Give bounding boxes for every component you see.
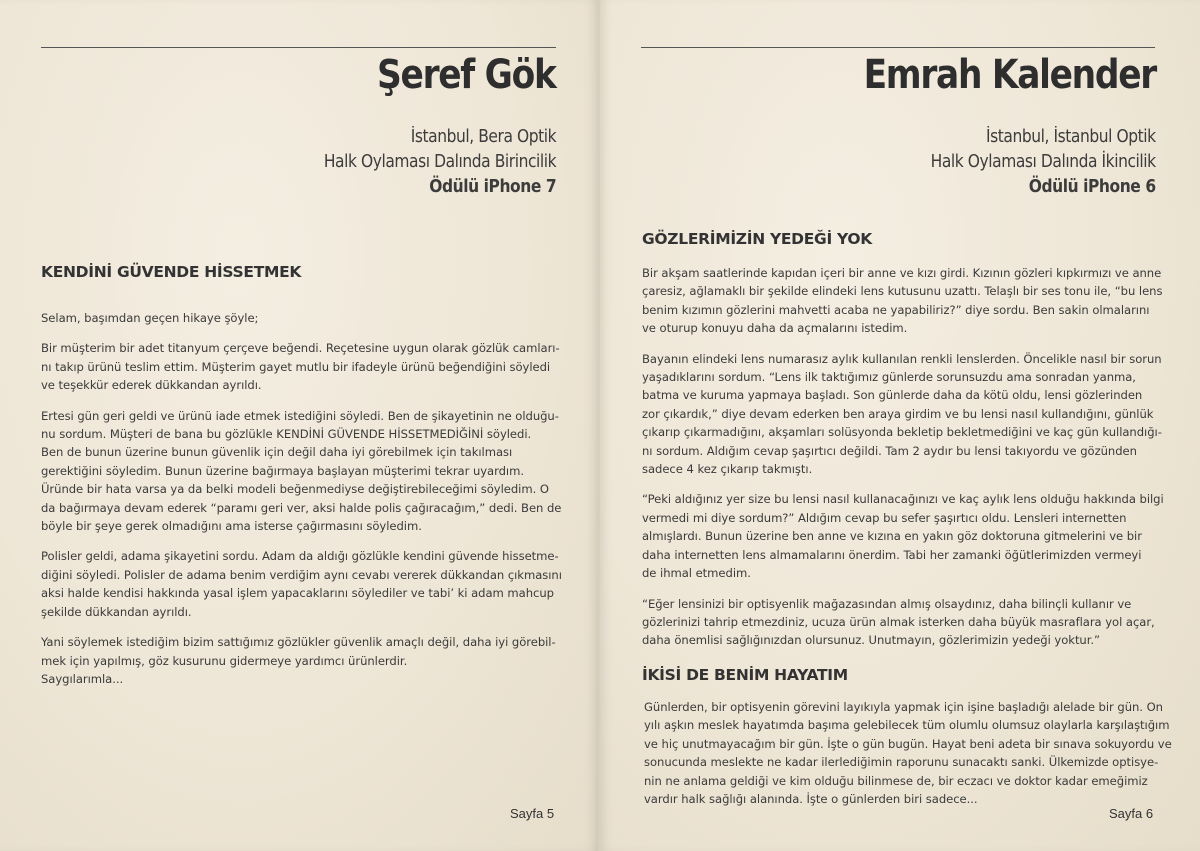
paragraph — [642, 350, 1167, 479]
section-heading: KENDİNİ GÜVENDE HİSSETMEK — [41, 263, 302, 281]
award-prize: Ödülü iPhone 6 — [1029, 176, 1156, 197]
article-body — [644, 698, 1172, 820]
page-right — [600, 0, 1200, 851]
paragraph — [41, 339, 561, 394]
text-line: sonucunda meslekte ne kadar ilerlediğimin raporunu sunacaktı sanki. Ülkemizde optisye- — [644, 755, 1159, 770]
text-line: yaşadıklarını sordum. “Lens ilk taktığımız günlerde sorunsuzdu ama sonradan yanma, — [642, 370, 1136, 385]
page-number: Sayfa 6 — [1109, 806, 1154, 821]
text-line: vermedi mi diye sordum?” Aldığım cevap bu sefer şaşırtıcı oldu. Lensleri internetten — [642, 510, 1127, 525]
author-location: İstanbul, Bera Optik — [410, 126, 556, 147]
paragraph — [41, 633, 561, 688]
text-line: böyle bir şeye gerek olmadığını ama isterse çağırmasını söyledim. — [41, 519, 422, 534]
paragraph — [644, 698, 1172, 808]
section-heading: İKİSİ DE BENİM HAYATIM — [642, 666, 848, 684]
text-line: nu sordum. Müşteri de bana bu gözlükle KENDİNİ GÜVENDE HİSSETMEDİĞİNİ söyledi. — [41, 427, 532, 442]
article-body — [642, 264, 1167, 662]
text-line: şekilde dükkandan ayrıldı. — [41, 604, 192, 619]
author-name: Şeref Gök — [377, 52, 556, 98]
text-line: Polisler geldi, adama şikayetini sordu. Adam da aldığı gözlükle kendini güvende hissetme- — [41, 549, 559, 564]
paragraph — [642, 490, 1167, 582]
text-line: Ertesi gün geri geldi ve ürünü iade etmek istediğini söyledi. Ben de şikayetinin ne olduğu- — [41, 408, 559, 423]
text-line: yılı aşkın meslek hayatımda başıma gelebilecek tüm olumlu olumsuz olaylarla karşılaştığım — [644, 718, 1170, 733]
paragraph — [41, 547, 561, 621]
text-line: almışlardı. Bunun üzerine ben anne ve kızına en yakın göz doktoruna gitmelerini ve bir — [642, 529, 1142, 544]
author-location: İstanbul, İstanbul Optik — [986, 126, 1156, 147]
text-line: ve oturup konuyu daha da açmalarını istedim. — [642, 321, 908, 336]
award-prize: Ödülü iPhone 7 — [429, 176, 556, 197]
text-line: daha internetten lens almamalarını önerdim. Tabi her zamanki öğütlerimizden vermeyi — [642, 547, 1142, 562]
text-line: ve teşekkür ederek dükkandan ayrıldı. — [41, 378, 262, 393]
text-line: Bir akşam saatlerinde kapıdan içeri bir anne ve kızı girdi. Kızının gözleri kıpkırmızı ve anne — [642, 266, 1162, 280]
text-line: de ihmal etmedim. — [642, 566, 751, 581]
author-name: Emrah Kalender — [863, 52, 1156, 98]
paragraph — [41, 309, 561, 327]
text-line: Ben de bunun üzerine bunun güvenlik için değil daha iyi görebilmek için takılması — [41, 445, 513, 460]
text-line: da bağırmaya devam ederek “paramı geri ver, aksi halde polis çağıracağım,” dedi. Ben de — [41, 500, 562, 515]
paragraph — [41, 407, 561, 536]
text-line: benim kızımın gözlerini mahvetti acaba ne yapabiliriz?” diye sordu. Ben sakin olmalarını — [642, 302, 1150, 317]
text-line: çıkarıp çıkarmadığını, akşamları solüsyonda bekletip bekletmediğini ve kaç gün kullandığı- — [642, 425, 1162, 440]
paragraph — [642, 595, 1167, 650]
text-line: daha önemlisi sağlığınızdan olursunuz. Unutmayın, gözlerimizin yedeği yoktur.” — [642, 633, 1100, 648]
text-line: “Eğer lensinizi bir optisyenlik mağazasından almış olsaydınız, daha bilinçli kullanır ve — [642, 596, 1132, 611]
text-line: Üründe bir hata varsa ya da belki modeli beğenmediyse değiştirebileceğimi söyledim. O — [41, 482, 549, 497]
text-line: Bayanın elindeki lens numarasız aylık kullanılan renkli lenslerden. Öncelikle nasıl bir sorun — [642, 351, 1162, 366]
text-line: zor çıkardık,” diye devam ederken ben araya girdim ve bu lensi nasıl kullandığını, günlük — [642, 406, 1154, 421]
text-line: nin ne anlama geldiği ve kim olduğu bilinmese de, bir eczacı ve doktor kadar emeğimiz — [644, 773, 1148, 788]
text-line: Bir müşterim bir adet titanyum çerçeve beğendi. Reçetesine uygun olarak gözlük camları- — [41, 341, 560, 356]
text-line: aksi halde kendisi hakkında yasal işlem yapacaklarını söylediler ve tabi’ ki adam mahcup — [41, 586, 554, 601]
award-category: Halk Oylaması Dalında Birincilik — [323, 151, 556, 172]
award-category: Halk Oylaması Dalında İkincilik — [930, 151, 1156, 172]
author-meta — [324, 124, 556, 199]
page-left — [0, 0, 598, 851]
top-rule — [41, 47, 556, 48]
section-heading: GÖZLERİMİZİN YEDEĞİ YOK — [642, 230, 872, 248]
paragraph — [642, 264, 1167, 338]
author-meta — [931, 124, 1156, 199]
text-line: gerektiğini söyledim. Bunun üzerine bağırmaya başlayan müşterimi tekrar uyardım. — [41, 463, 524, 478]
text-line: mek için yapılmış, göz kusurunu gidermeye yardımcı ürünlerdir. — [41, 653, 408, 668]
page-number: Sayfa 5 — [510, 806, 555, 821]
text-line: batma ve kuruma yapmaya başladı. Son günlerde daha da kötü oldu, lensi gözlerinden — [642, 388, 1143, 403]
text-line: Günlerden, bir optisyenin görevini layıkıyla yapmak için işine başladığı alelade bir gün. On — [644, 700, 1163, 714]
text-line: diğini söyledi. Polisler de adama benim verdiğim aynı cevabı vererek dükkandan çıkmasını — [41, 567, 562, 582]
article-body — [41, 309, 561, 700]
text-line: gözlerinizi tahrip etmezdiniz, ucuza ürün almak isterken daha büyük masraflara yol açar, — [642, 614, 1155, 629]
top-rule — [641, 47, 1155, 48]
text-line: ve hiç unutmayacağım bir gün. İşte o gün bugün. Hayat beni adeta bir sınava sokuyordu ve — [644, 736, 1172, 751]
text-line: nı sordum. Aldığım cevap şaşırtıcı değildi. Tam 2 aydır bu lensi takıyordu ve gözünden — [642, 443, 1137, 458]
text-line: “Peki aldığınız yer size bu lensi nasıl kullanacağınızı ve kaç aylık lens olduğu hakkında bilgi — [642, 492, 1164, 507]
text-line: Saygılarımla... — [41, 671, 124, 686]
text-line: Yani söylemek istediğim bizim sattığımız gözlükler güvenlik amaçlı değil, daha iyi görebil- — [41, 635, 556, 650]
text-line: sadece 4 kez çıkarıp takmıştı. — [642, 462, 813, 477]
text-line: vardır halk sağlığı alanında. İşte o günlerden biri sadece... — [644, 792, 978, 807]
text-line: Selam, başımdan geçen hikaye şöyle; — [41, 311, 259, 325]
text-line: nı takıp ürünü teslim ettim. Müşterim gayet mutlu bir ifadeyle ürünü beğendiğini söyledi — [41, 359, 551, 374]
text-line: çaresiz, ağlamaklı bir şekilde elindeki lens kutusunu uzattı. Telaşlı bir ses tonu ile, “bu lens — [642, 284, 1163, 299]
